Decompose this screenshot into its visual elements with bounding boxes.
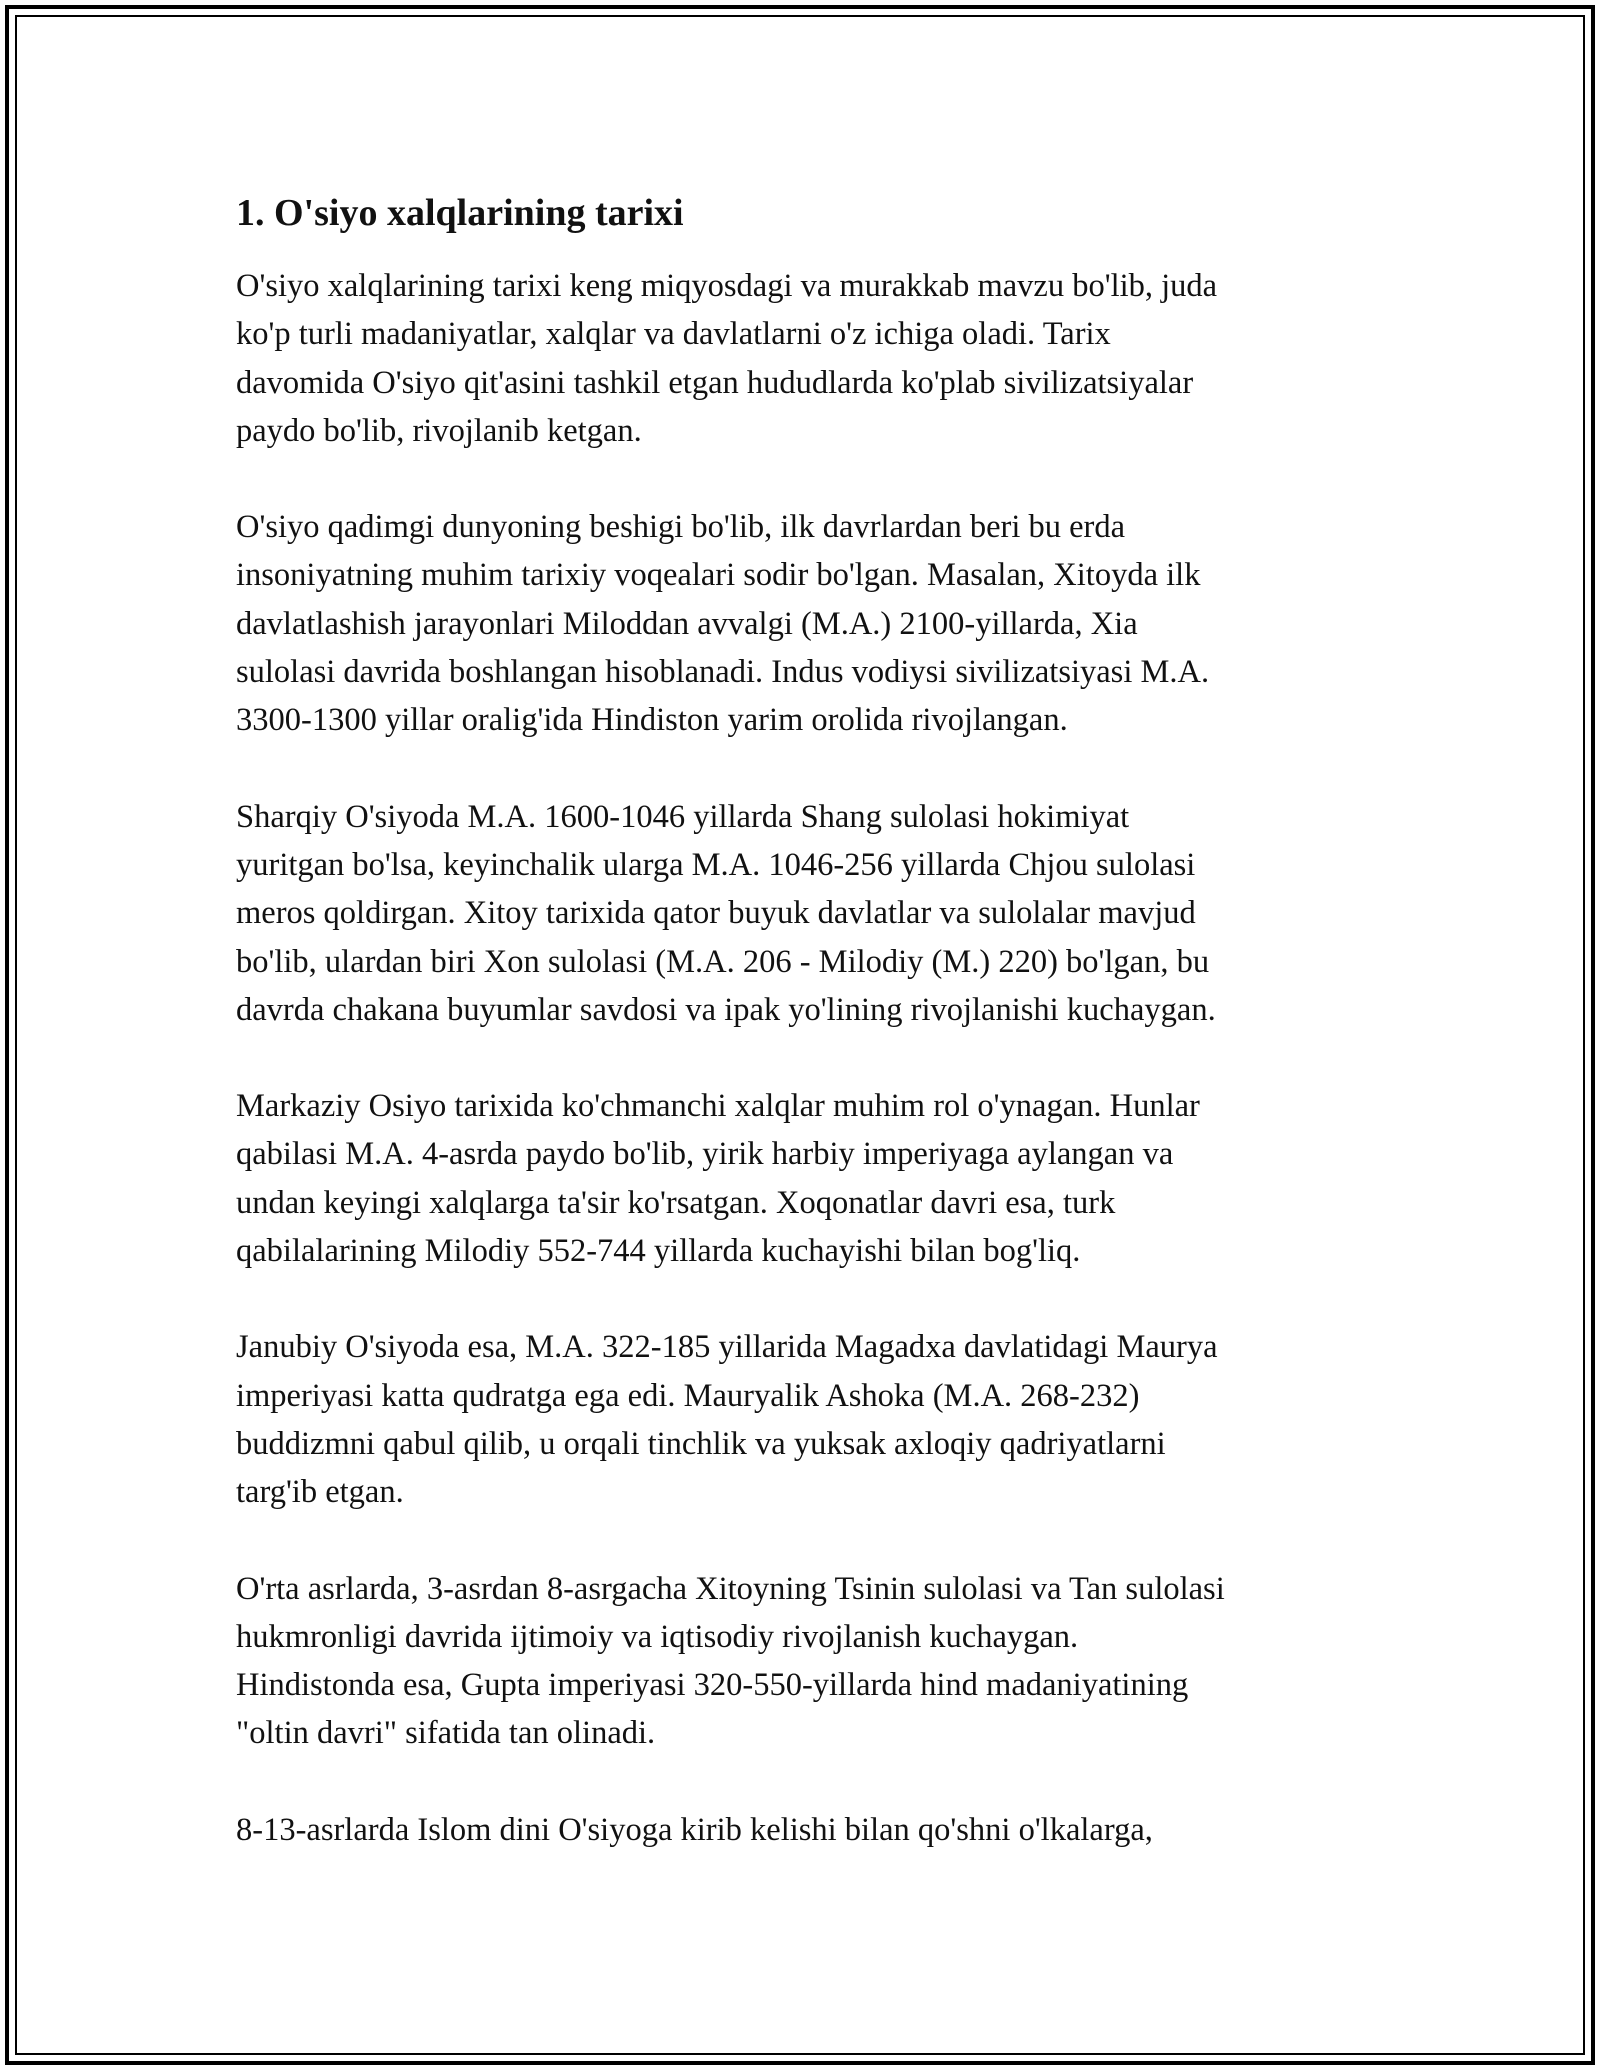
paragraph-line: bo'lib, ulardan biri Xon sulolasi (M.A. 206 - Milodiy (M.) 220) bo'lgan, bu bbox=[236, 943, 1210, 980]
paragraph-4 bbox=[236, 1082, 1366, 1275]
paragraph-line: ko'p turli madaniyatlar, xalqlar va davlatlarni o'z ichiga oladi. Tarix bbox=[236, 316, 1111, 353]
paragraph-line: O'rta asrlarda, 3-asrdan 8-asrgacha Xitoyning Tsinin sulolasi va Tan sulolasi bbox=[236, 1570, 1225, 1607]
paragraph-line: Janubiy O'siyoda esa, M.A. 322-185 yillarida Magadxa davlatidagi Maurya bbox=[236, 1329, 1218, 1366]
paragraph-line: buddizmni qabul qilib, u orqali tinchlik va yuksak axloqiy qadriyatlarni bbox=[236, 1425, 1166, 1462]
paragraph-line: Sharqiy O'siyoda M.A. 1600-1046 yillarda Shang sulolasi hokimiyat bbox=[236, 798, 1130, 835]
paragraph-1 bbox=[236, 262, 1366, 455]
paragraph-line: undan keyingi xalqlarga ta'sir ko'rsatgan. Xoqonatlar davri esa, turk bbox=[236, 1184, 1116, 1221]
paragraph-2 bbox=[236, 503, 1366, 744]
paragraph-line: 3300-1300 yillar oralig'ida Hindiston yarim orolida rivojlangan. bbox=[236, 702, 1068, 739]
paragraph-line: qabilalarining Milodiy 552-744 yillarda kuchayishi bilan bog'liq. bbox=[236, 1233, 1081, 1270]
paragraph-line: targ'ib etgan. bbox=[236, 1474, 404, 1511]
paragraph-7 bbox=[236, 1806, 1366, 1854]
section-heading: 1. O'siyo xalqlarining tarixi bbox=[236, 192, 684, 234]
paragraph-line: "oltin davri" sifatida tan olinadi. bbox=[236, 1715, 656, 1752]
paragraph-line: davrda chakana buyumlar savdosi va ipak yo'lining rivojlanishi kuchaygan. bbox=[236, 991, 1216, 1028]
paragraph-line: O'siyo qadimgi dunyoning beshigi bo'lib, ilk davrlardan beri bu erda bbox=[236, 509, 1126, 546]
paragraph-line: yuritgan bo'lsa, keyinchalik ularga M.A. 1046-256 yillarda Chjou sulolasi bbox=[236, 846, 1196, 883]
paragraph-line: O'siyo xalqlarining tarixi keng miqyosdagi va murakkab mavzu bo'lib, juda bbox=[236, 268, 1218, 304]
paragraph-line: insoniyatning muhim tarixiy voqealari sodir bo'lgan. Masalan, Xitoyda ilk bbox=[236, 557, 1201, 594]
paragraph-line: Markaziy Osiyo tarixida ko'chmanchi xalqlar muhim rol o'ynagan. Hunlar bbox=[236, 1088, 1200, 1125]
paragraph-line: sulolasi davrida boshlangan hisoblanadi. Indus vodiysi sivilizatsiyasi M.A. bbox=[236, 654, 1210, 691]
paragraph-line: paydo bo'lib, rivojlanib ketgan. bbox=[236, 412, 642, 449]
paragraph-5 bbox=[236, 1323, 1366, 1516]
paragraph-line: Hindistonda esa, Gupta imperiyasi 320-550-yillarda hind madaniyatining bbox=[236, 1667, 1189, 1704]
paragraph-line: meros qoldirgan. Xitoy tarixida qator buyuk davlatlar va sulolalar mavjud bbox=[236, 895, 1196, 932]
paragraph-6 bbox=[236, 1565, 1366, 1758]
paragraph-line: davlatlashish jarayonlari Miloddan avvalgi (M.A.) 2100-yillarda, Xia bbox=[236, 605, 1138, 642]
paragraph-line: 8-13-asrlarda Islom dini O'siyoga kirib kelishi bilan qo'shni o'lkalarga, bbox=[236, 1811, 1153, 1848]
paragraph-line: qabilasi M.A. 4-asrda paydo bo'lib, yirik harbiy imperiyaga aylangan va bbox=[236, 1136, 1174, 1173]
paragraph-3 bbox=[236, 793, 1366, 1034]
paragraph-line: hukmronligi davrida ijtimoiy va iqtisodiy rivojlanish kuchaygan. bbox=[236, 1618, 1079, 1655]
paragraph-line: davomida O'siyo qit'asini tashkil etgan hududlarda ko'plab sivilizatsiyalar bbox=[236, 364, 1194, 401]
paragraph-line: imperiyasi katta qudratga ega edi. Mauryalik Ashoka (M.A. 268-232) bbox=[236, 1377, 1140, 1414]
document-body bbox=[236, 188, 1366, 1902]
